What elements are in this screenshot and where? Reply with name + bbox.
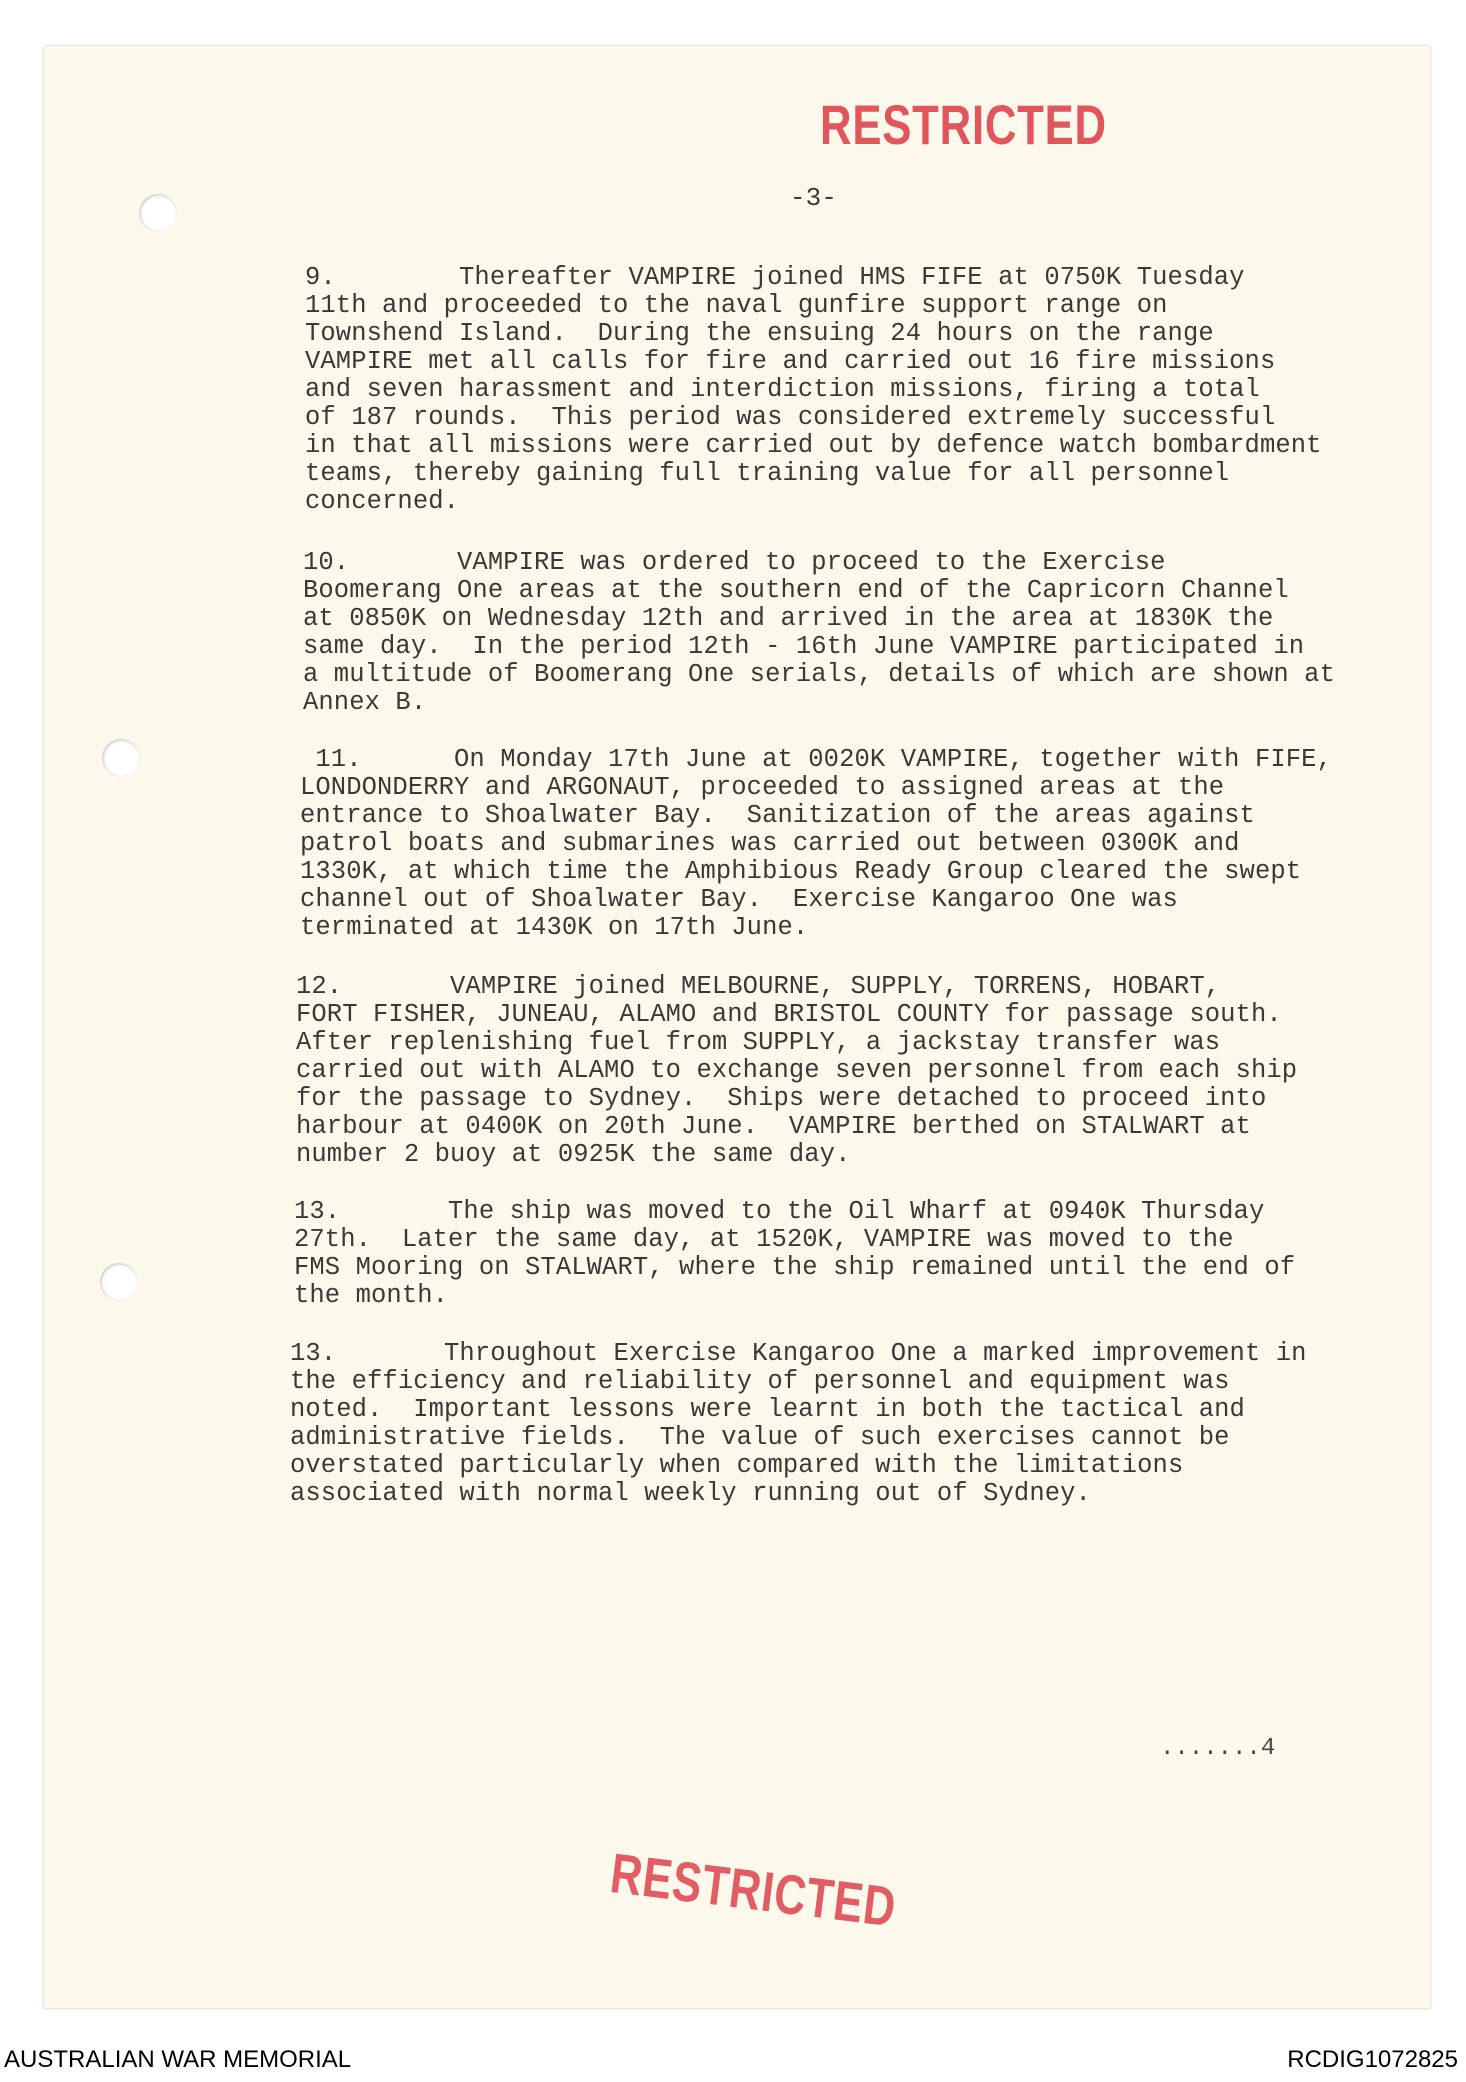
paragraph-line: 27th. Later the same day, at 1520K, VAMPIRE was moved to the: [294, 1225, 1234, 1254]
paragraph-line: associated with normal weekly running out of Sydney.: [290, 1479, 1091, 1508]
paragraph-line: VAMPIRE met all calls for fire and carried out 16 fire missions: [305, 347, 1276, 376]
paragraph-line: 10. VAMPIRE was ordered to proceed to the Exercise: [303, 548, 1166, 577]
paragraph-line: 11. On Monday 17th June at 0020K VAMPIRE, together with FIFE,: [300, 745, 1332, 774]
paragraph-line: for the passage to Sydney. Ships were detached to proceed into: [296, 1084, 1267, 1113]
punch-hole-top: [139, 194, 177, 232]
paragraph-line: overstated particularly when compared with the limitations: [290, 1451, 1184, 1480]
paragraph-line: LONDONDERRY and ARGONAUT, proceeded to assigned areas at the: [300, 773, 1225, 802]
paragraph-line: FORT FISHER, JUNEAU, ALAMO and BRISTOL COUNTY for passage south.: [296, 1000, 1282, 1029]
paragraph-line: carried out with ALAMO to exchange seven personnel from each ship: [296, 1056, 1298, 1085]
paragraph-line: of 187 rounds. This period was considered extremely successful: [305, 403, 1276, 432]
paragraph-line: 13. Throughout Exercise Kangaroo One a marked improvement in: [290, 1339, 1307, 1368]
continuation-marker: .......4: [1160, 1735, 1276, 1762]
paragraph-13-oil-wharf: [294, 1198, 1295, 1310]
paragraph-line: noted. Important lessons were learnt in both the tactical and: [290, 1395, 1245, 1424]
paragraph-line: channel out of Shoalwater Bay. Exercise Kangaroo One was: [300, 885, 1178, 914]
paragraph-line: terminated at 1430K on 17th June.: [300, 913, 809, 942]
paragraph-line: the efficiency and reliability of personnel and equipment was: [290, 1367, 1230, 1396]
footer-archive-name: AUSTRALIAN WAR MEMORIAL: [4, 2046, 352, 2073]
punch-hole-bottom: [100, 1263, 138, 1301]
paragraph-line: 1330K, at which time the Amphibious Ready Group cleared the swept: [300, 857, 1302, 886]
paragraph-line: in that all missions were carried out by defence watch bombardment: [305, 431, 1322, 460]
paragraph-line: FMS Mooring on STALWART, where the ship remained until the end of: [294, 1253, 1296, 1282]
paragraph-line: Annex B.: [303, 688, 427, 717]
paragraph-line: at 0850K on Wednesday 12th and arrived in the area at 1830K the: [303, 604, 1274, 633]
paragraph-line: harbour at 0400K on 20th June. VAMPIRE berthed on STALWART at: [296, 1112, 1251, 1141]
paragraph-line: After replenishing fuel from SUPPLY, a jackstay transfer was: [296, 1028, 1221, 1057]
page-number: -3-: [790, 183, 837, 213]
paragraph-line: teams, thereby gaining full training value for all personnel: [305, 459, 1230, 488]
punch-hole-middle: [102, 739, 140, 777]
restricted-stamp-bottom: RESTRICTED: [607, 1840, 900, 1939]
restricted-stamp-top: RESTRICTED: [820, 93, 1107, 156]
paragraph-line: administrative fields. The value of such exercises cannot be: [290, 1423, 1230, 1452]
paragraph-10: [303, 549, 1335, 717]
footer-record-id: RCDIG1072825: [1287, 2046, 1458, 2073]
paragraph-line: same day. In the period 12th - 16th June VAMPIRE participated in: [303, 632, 1305, 661]
paragraph-line: concerned.: [305, 487, 460, 516]
paragraph-line: a multitude of Boomerang One serials, details of which are shown at: [303, 660, 1335, 689]
paragraph-11: [300, 746, 1332, 942]
paragraph-line: patrol boats and submarines was carried out between 0300K and: [300, 829, 1240, 858]
paragraph-12: [296, 973, 1297, 1169]
paragraph-line: Boomerang One areas at the southern end of the Capricorn Channel: [303, 576, 1289, 605]
paragraph-line: Townshend Island. During the ensuing 24 hours on the range: [305, 319, 1214, 348]
paragraph-line: 12. VAMPIRE joined MELBOURNE, SUPPLY, TORRENS, HOBART,: [296, 972, 1221, 1001]
paragraph-line: 11th and proceeded to the naval gunfire support range on: [305, 291, 1168, 320]
paragraph-13-conclusion: [290, 1340, 1307, 1508]
paragraph-line: the month.: [294, 1281, 449, 1310]
paragraph-line: entrance to Shoalwater Bay. Sanitization of the areas against: [300, 801, 1255, 830]
paragraph-line: 9. Thereafter VAMPIRE joined HMS FIFE at 0750K Tuesday: [305, 263, 1245, 292]
paragraph-line: 13. The ship was moved to the Oil Wharf at 0940K Thursday: [294, 1197, 1265, 1226]
paragraph-9: [305, 264, 1322, 516]
paragraph-line: number 2 buoy at 0925K the same day.: [296, 1140, 851, 1169]
paragraph-line: and seven harassment and interdiction missions, firing a total: [305, 375, 1260, 404]
